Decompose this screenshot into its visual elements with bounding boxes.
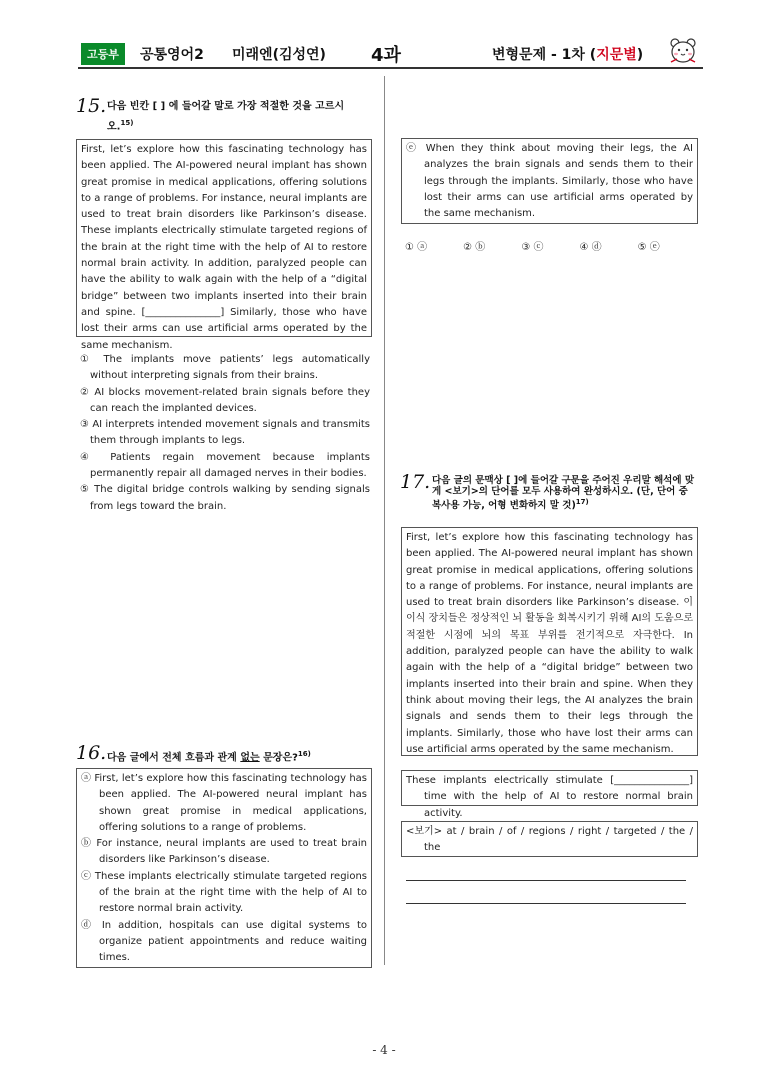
q16-prompt: 다음 글에서 전체 흐름과 관계 없는 문장은?$^{16)}$ (107, 750, 311, 764)
page-header (0, 38, 768, 68)
test-type: 변형문제 - 1차 (지문별) (492, 47, 644, 63)
choice-1[interactable]: ① ⓐ (405, 242, 428, 253)
option-2[interactable]: ② AI blocks movement-related brain signals before they can reach the implanted devices. (80, 386, 370, 414)
page-number: - 4 - (372, 1043, 396, 1057)
q17-prompt: 다음 글의 문맥상 [ ]에 들어갈 구문을 주어진 우리말 해석에 맞게 <보기>의 단어를 모두 사용하여 완성하시오. (단, 단어 중복사용 가능, 어형 변화하지 말 것)$^{17)}$ (432, 475, 695, 512)
option-4[interactable]: ④ Patients regain movement because implants permanently repair all damaged nerves in their bodies. (80, 451, 370, 480)
bear-mascot-icon (668, 35, 698, 65)
q15-passage: First, let’s explore how this fascinating technology has been applied. The AI-powered neural implant has shown great promise in medical applications, offering solutions to a range of problems. For instance, neural implants are used to treat brain disorders like Parkinson’s disease. These implants electrically stimulate targeted regions of the brain at the right time with the help of AI to restore normal brain activity. In addition, paralyzed people can have the ability to walk again with the help of a “digital bridge” between two implants inserted into their brain and spine. [_______________] Similarly, those who have lost their arms can use artificial arms operated by the same mechanism. (76, 139, 372, 337)
q16-passage-continued (401, 138, 698, 224)
q16-passage (76, 768, 372, 968)
q17-bogi-box (401, 821, 698, 857)
course-title: 공통영어2 (140, 47, 204, 63)
choice-4[interactable]: ④ ⓓ (579, 242, 602, 253)
lesson-number: 4과 (371, 45, 401, 66)
q17-passage: First, let’s explore how this fascinating technology has been applied. The AI-powered neural implant has shown great promise in medical applications, offering solutions to a range of problems. For instance, neural implants are used to treat brain disorders like Parkinson’s disease. 이 이식 장치들은 정상적인 뇌 활동을 회복시키기 위해 AI의 도움으로 적절한 시점에 뇌의 목표 부위를 전기적으로 자극한다. In addition, paralyzed people can have the ability to walk again with the help of a “digital bridge” between two implants inserted into their brain and spine. When they think about moving their legs, the AI analyzes the brain signals and sends them to their legs through the implants. Similarly, those who have lost their arms can use artificial arms operated by the same mechanism. (401, 527, 698, 756)
choice-5[interactable]: ⑤ ⓔ (637, 242, 660, 253)
choice-3[interactable]: ③ ⓒ (521, 242, 544, 253)
q16-number: 16. (76, 742, 107, 764)
q17-bogi: <보기> at / brain / of / regions / right / targeted / the / the (406, 826, 693, 854)
q17-target-sentence (401, 770, 698, 819)
q15-prompt: 다음 빈칸 [ ] 에 들어갈 말로 가장 적절한 것을 고르시오.$^{15)}$ (107, 101, 345, 133)
q17-sentence: These implants electrically stimulate [_______________] time with the help of AI to restore normal brain activity. (406, 775, 693, 819)
level-badge: 고등부 (81, 43, 125, 65)
header-rule (78, 67, 703, 69)
q16-item-b: ⓑ For instance, neural implants are used to treat brain disorders like Parkinson’s disease. (81, 838, 367, 866)
option-3[interactable]: ③ AI interprets intended movement signals and transmits them through implants to legs. (80, 419, 370, 447)
q16-item-e: ⓔ When they think about moving their legs, the AI analyzes the brain signals and sends them to their legs through the implants. Similarly, those who have lost their arms can use artificial arms operated by the same mechanism. (406, 143, 693, 220)
choice-2[interactable]: ② ⓑ (463, 242, 486, 253)
q16-item-d: ⓓ In addition, hospitals can use digital systems to organize patient appointments and reduce waiting times. (81, 919, 367, 964)
answer-line-1[interactable] (406, 880, 686, 881)
option-1[interactable]: ① The implants move patients’ legs automatically without interpreting signals from their brains. (80, 354, 370, 382)
publisher: 미래엔(김성연) (232, 47, 326, 63)
q16-item-a: ⓐ First, let’s explore how this fascinating technology has been applied. The AI-powered neural implant has shown great promise in medical applications, offering solutions to a range of problems. (81, 773, 367, 833)
column-divider (384, 76, 385, 965)
answer-line-2[interactable] (406, 903, 686, 904)
q15-options (80, 352, 370, 515)
q16-choices (405, 238, 696, 253)
q16-item-c: ⓒ These implants electrically stimulate targeted regions of the brain at the right time with the help of AI to restore normal brain activity. (81, 870, 367, 915)
option-5[interactable]: ⑤ The digital bridge controls walking by sending signals from legs toward the brain. (80, 484, 370, 512)
q17-number: 17. (400, 471, 431, 493)
q15-number: 15. (76, 95, 107, 117)
